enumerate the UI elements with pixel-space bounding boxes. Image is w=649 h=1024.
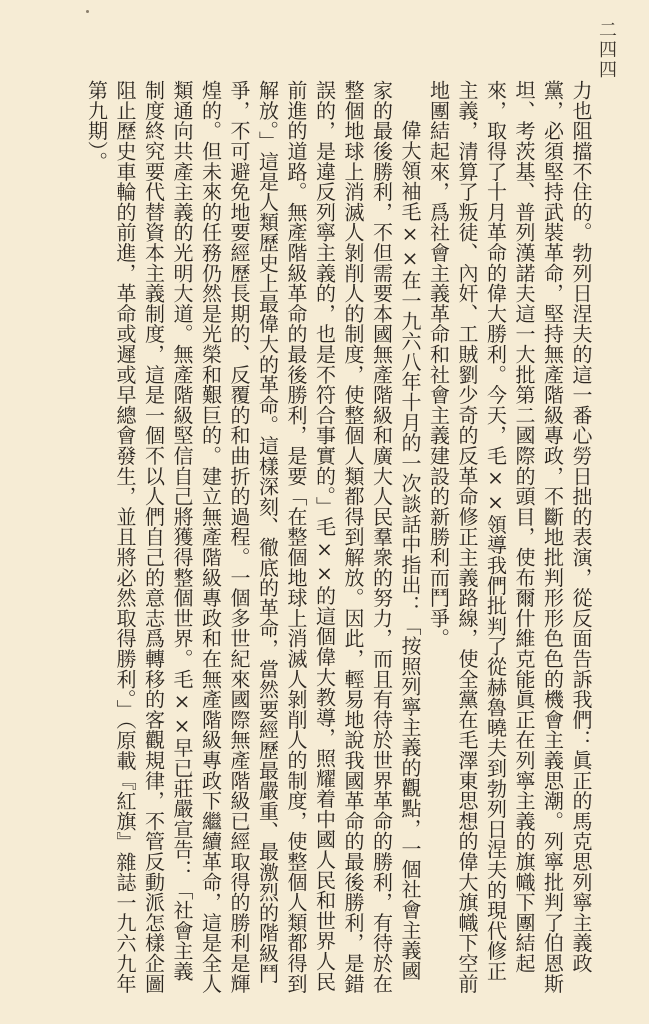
page-number: 二四四 (596, 20, 617, 80)
paragraph-1: 力也阻擋不住的。勃列日涅夫的這一番心勞日拙的表演，從反面告訴我們：眞正的馬克思列寧主義政黨，必須堅持武裝革命，堅持無產階級專政，不斷地批判形形色色的機會主義思潮。列寧批判了伯恩斯坦、考茨基、普列漢諾夫這一大批第二國際的頭目，使布爾什維克能眞正在列寧主義的旗幟下團結起來，取得了十月革命的偉大勝利。今天，毛××領導我們批判了從赫魯曉夫到勃列日涅夫的現代修正主義，清算了叛徒、內奸、工賊劉少奇的反革命修正主義路線，使全黨在毛澤東思想的偉大旗幟下空前地團結起來，爲社會主義革命和社會主義建設的新勝利而鬥爭。 (426, 80, 593, 994)
page-speck (86, 10, 89, 13)
paragraph-2: 偉大領袖毛××在一九六八年十月的一次談話中指出：「按照列寧主義的觀點，一個社會主義國家的最後勝利，不但需要本國無產階級和廣大人民羣衆的努力，而且有待於世界革命的勝利，有待於在整個地球上消滅人剝削人的制度，使整個人類都得到解放。因此，輕易地說我國革命的最後勝利，是錯誤的，是違反列寧主義的，也是不符合事實的。」毛××的這個偉大教導，照耀着中國人民和世界人民前進的道路。無產階級革命的最後勝利，是要「在整個地球上消滅人剝削人的制度，使整個人類都得到解放。」這是人類歷史上最偉大的革命。這樣深刻、徹底的革命，當然要經歷最嚴重、最激烈的階級鬥爭，不可避免地要經歷長期的、反覆的和曲折的過程。一個多世紀來國際無產階級已經取得的勝利是輝煌的。但未來的任務仍然是光榮和艱巨的。建立無產階級專政和在無產階級專政下繼續革命，這是全人類通向共產主義的光明大道。無產階級堅信自己將獲得整個世界。毛××早已莊嚴宣告：「社會主義制度終究要代替資本主義制度，這是一個不以人們自己的意志爲轉移的客觀規律，不管反動派怎樣企圖阻止歷史車輪的前進，革命或遲或早總會發生，並且將必然取得勝利。」（原載『紅旗』雜誌一九六九年第九期）。 (84, 80, 422, 994)
body-text (55, 80, 595, 1000)
